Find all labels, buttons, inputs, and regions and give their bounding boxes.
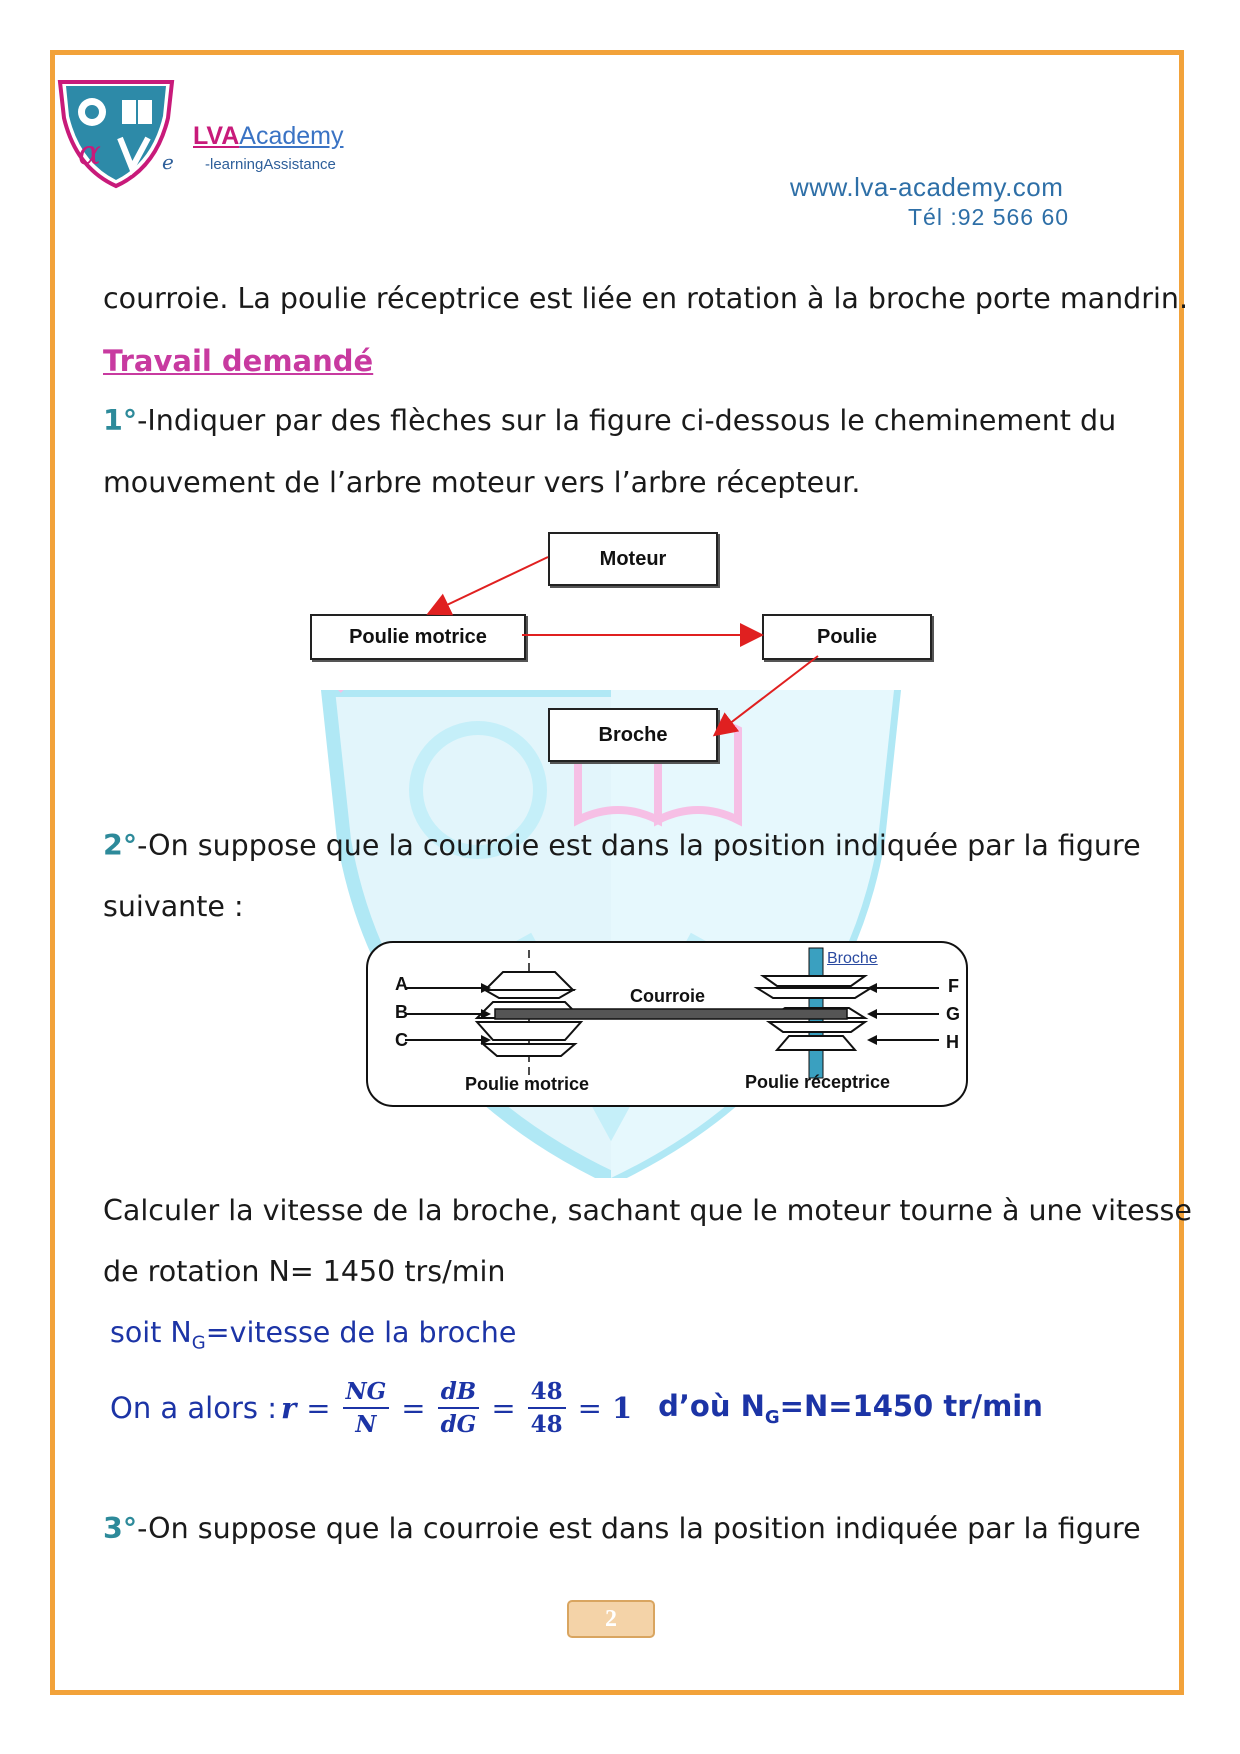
question-2-text-line2: suivante : <box>103 890 244 923</box>
formula-eq-2: = <box>401 1391 426 1425</box>
poulie-box: Poulie <box>762 614 932 660</box>
fraction-db-dg <box>438 1378 480 1438</box>
label-a: A <box>395 974 408 994</box>
svg-text:α: α <box>78 133 101 173</box>
formula-one: 1 <box>611 1391 633 1425</box>
brand-e: e <box>162 150 174 174</box>
question-3-text: -On suppose que la courroie est dans la position indiquée par la figure <box>137 1512 1141 1545</box>
question-1 <box>103 404 1116 437</box>
label-g: G <box>946 1004 961 1024</box>
fraction-2-num: dB <box>438 1378 480 1409</box>
fraction-48-48 <box>528 1378 566 1438</box>
label-h: H <box>946 1032 959 1052</box>
fraction-3-num: 48 <box>528 1378 566 1409</box>
label-b: B <box>395 1002 408 1022</box>
calc-line-1: Calculer la vitesse de la broche, sachant que le moteur tourne à une vitesse <box>103 1194 1192 1227</box>
label-c: C <box>395 1030 408 1050</box>
question-1-number: 1° <box>103 404 138 437</box>
poulie-receptrice-label: Poulie réceptrice <box>745 1072 891 1092</box>
formula-r: r <box>281 1391 297 1425</box>
calc-line-2: de rotation N= 1450 trs/min <box>103 1255 506 1288</box>
page-number: 2 <box>567 1600 655 1638</box>
question-2 <box>103 829 1141 862</box>
phone-number: Tél :92 566 60 <box>908 204 1070 230</box>
courroie-label: Courroie <box>630 986 706 1006</box>
fraction-1-den: N <box>355 1411 377 1438</box>
formula-eq-3: = <box>491 1391 516 1425</box>
question-2-text: -On suppose que la courroie est dans la position indiquée par la figure <box>137 829 1141 862</box>
brand-lva: LVA <box>193 122 240 150</box>
fraction-1-num: NG <box>343 1378 390 1409</box>
result-pre: d’où N <box>658 1388 765 1423</box>
section-heading: Travail demandé <box>103 344 374 378</box>
fraction-2-den: dG <box>440 1411 477 1438</box>
brand-tagline: -learningAssistance <box>205 156 336 173</box>
formula-prefix: On a alors : <box>110 1391 278 1425</box>
poulie-motrice-box: Poulie motrice <box>310 614 526 660</box>
soit-line <box>110 1316 516 1354</box>
brand-name <box>193 122 344 151</box>
question-1-text-line2: mouvement de l’arbre moteur vers l’arbre récepteur. <box>103 466 861 499</box>
pulley-figure <box>365 940 971 1110</box>
broche-label: Broche <box>827 950 878 967</box>
result-sub: G <box>764 1406 780 1428</box>
formula-eq-4: = <box>577 1391 602 1425</box>
website-link[interactable]: www.lva-academy.com <box>790 172 1064 202</box>
result-post: =N=1450 tr/min <box>779 1388 1043 1423</box>
academy-logo <box>56 78 176 190</box>
soit-sub: G <box>191 1332 206 1354</box>
question-2-number: 2° <box>103 829 138 862</box>
fraction-ng-n <box>343 1378 390 1438</box>
soit-pre: soit N <box>110 1316 192 1349</box>
soit-post: =vitesse de la broche <box>205 1316 517 1349</box>
label-f: F <box>948 976 959 996</box>
formula-result <box>658 1389 1043 1428</box>
question-1-text: -Indiquer par des flèches sur la figure ci-dessous le cheminement du <box>137 404 1117 437</box>
ratio-formula <box>110 1368 1043 1448</box>
formula-eq-1: = <box>306 1391 331 1425</box>
fraction-3-den: 48 <box>530 1411 563 1438</box>
question-3 <box>103 1512 1141 1545</box>
intro-line: courroie. La poulie réceptrice est liée en rotation à la broche porte mandrin. <box>103 282 1189 315</box>
question-3-number: 3° <box>103 1512 138 1545</box>
brand-academy: Academy <box>239 122 344 150</box>
poulie-motrice-label: Poulie motrice <box>465 1074 590 1094</box>
broche-box: Broche <box>548 708 718 762</box>
moteur-box: Moteur <box>548 532 718 586</box>
